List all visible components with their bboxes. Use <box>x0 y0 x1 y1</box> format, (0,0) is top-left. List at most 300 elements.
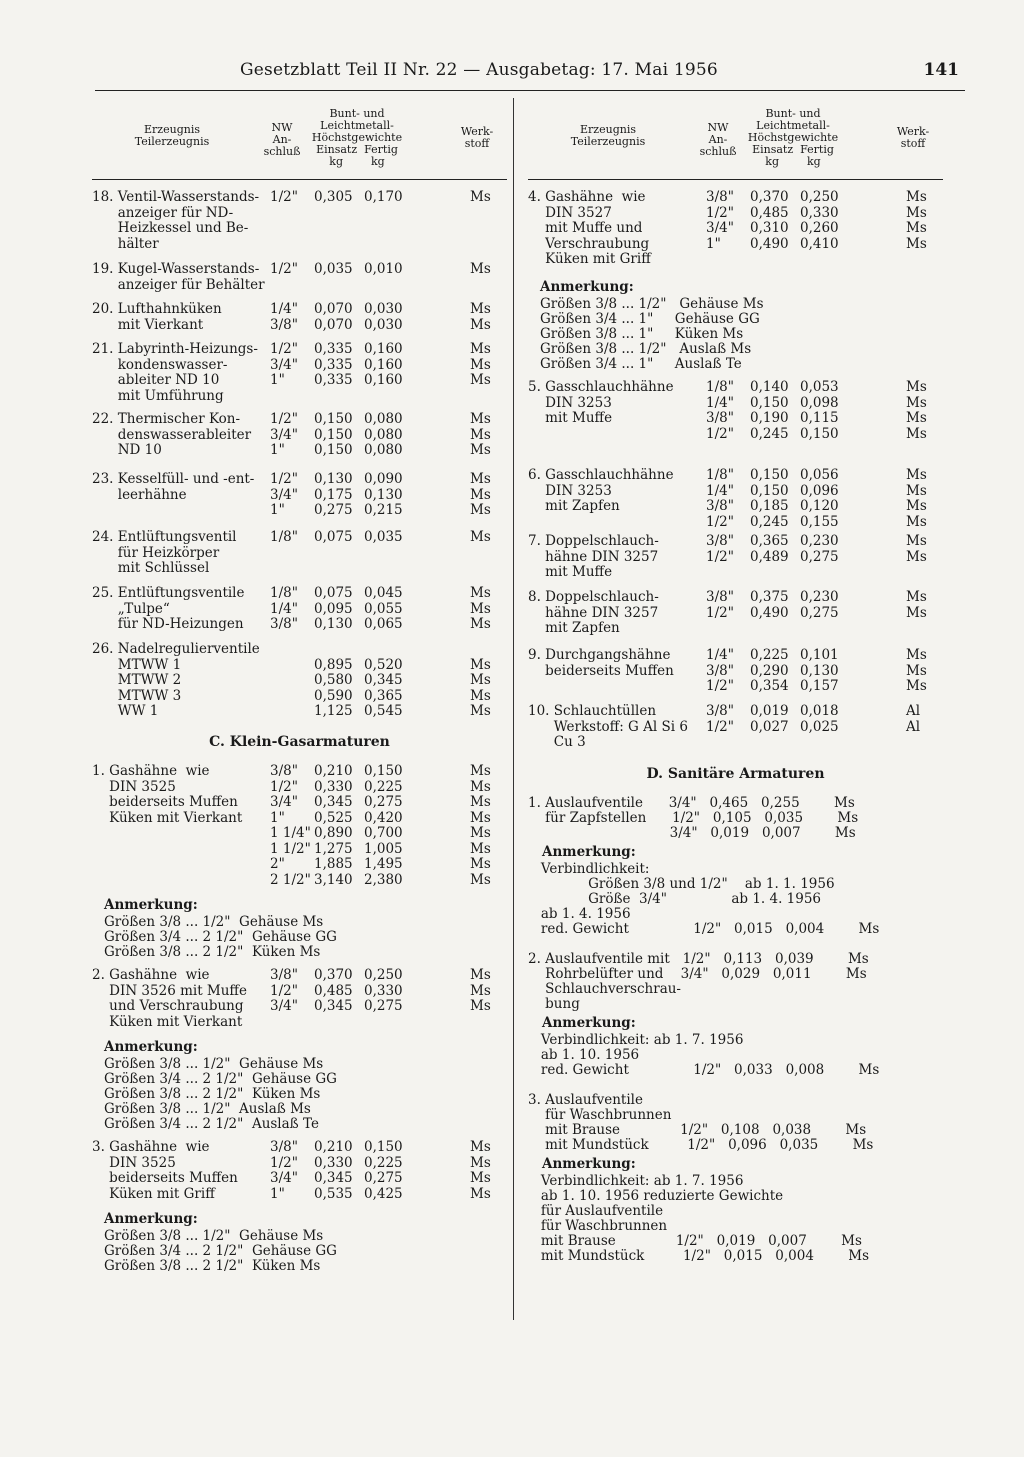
text-line: Größen 3/8 und 1/2" ab 1. 1. 1956 <box>528 876 835 892</box>
material-value: Ms <box>470 825 491 841</box>
fertig-weight: 0,170 <box>364 189 403 205</box>
nw-value: 3/8" <box>270 316 298 333</box>
header-nw: NW An- schluß <box>699 121 737 158</box>
material-value: Ms <box>906 513 927 530</box>
einsatz-weight: 0,140 <box>750 379 789 395</box>
material-value: Ms <box>906 220 927 236</box>
product-name: 5. Gasschlauchhähne DIN 3253 mit Muffe <box>528 379 674 426</box>
product-name: 18. Ventil-Wasserstands- anzeiger für ND- Heizkessel und Be- hälter <box>92 189 260 252</box>
fertig-weight: 0,230 <box>800 589 839 605</box>
nw-value: 1/2" <box>270 471 298 487</box>
fertig-weight: 1,495 <box>364 856 403 872</box>
anmerkung-line: Größen 3/8 ... 1/2" Gehäuse Ms <box>104 914 324 930</box>
anmerkung-line: Größen 3/8 ... 2 1/2" Küken Ms <box>104 1258 321 1274</box>
page-number: 141 <box>923 60 959 80</box>
einsatz-weight: 1,885 <box>314 856 353 872</box>
material-value: Ms <box>470 1185 491 1202</box>
einsatz-weight: 0,330 <box>314 778 353 795</box>
anmerkung-line: Größen 3/4 ... 2 1/2" Gehäuse GG <box>104 929 337 945</box>
material-value: Ms <box>470 1139 491 1155</box>
fertig-weight: 0,115 <box>800 410 839 426</box>
fertig-weight: 0,160 <box>364 341 403 357</box>
anmerkung-line: Größen 3/4 ... 2 1/2" Gehäuse GG <box>104 1243 337 1259</box>
nw-value: 1" <box>270 1185 285 1202</box>
material-value: Ms <box>470 856 491 872</box>
fertig-weight: 0,045 <box>364 585 403 601</box>
product-name: 21. Labyrinth-Heizungs- kondenswasser- ableiter ND 10 mit Umführung <box>92 341 258 404</box>
header-material: Werk- stoff <box>896 125 930 150</box>
material-value: Ms <box>906 189 927 205</box>
einsatz-weight: 0,225 <box>750 647 789 663</box>
einsatz-weight: 0,150 <box>750 394 789 411</box>
anmerkung-line: Größen 3/8 ... 1/2" Gehäuse Ms <box>104 1228 324 1244</box>
anmerkung-line: Größen 3/8 ... 1/2" Gehäuse Ms <box>540 296 764 312</box>
table-row <box>528 380 943 468</box>
einsatz-weight: 0,345 <box>314 794 353 810</box>
material-value: Ms <box>470 794 491 810</box>
text-line: ab 1. 10. 1956 <box>528 1047 640 1063</box>
nw-value: 1/2" <box>706 604 734 621</box>
material-value: Ms <box>470 672 491 688</box>
fertig-weight: 0,010 <box>364 261 403 277</box>
anmerkung-label: Anmerkung: <box>542 844 636 860</box>
anmerkung-line: Größen 3/8 ... 1/2" Gehäuse Ms <box>104 1056 324 1072</box>
header-material: Werk- stoff <box>460 125 494 150</box>
section-heading-d: D. Sanitäre Armaturen <box>646 766 825 782</box>
fertig-weight: 0,018 <box>800 703 839 719</box>
einsatz-weight: 0,027 <box>750 718 789 735</box>
text-line: Schlauchverschrau- <box>528 981 681 997</box>
nw-value: 1/8" <box>706 467 734 483</box>
table-header <box>528 108 943 174</box>
nw-value: 2 1/2" <box>270 871 311 888</box>
material-value: Ms <box>470 703 491 719</box>
einsatz-weight: 0,345 <box>314 998 353 1014</box>
fertig-weight: 0,215 <box>364 502 403 518</box>
einsatz-weight: 0,305 <box>314 189 353 205</box>
nw-value: 3/4" <box>270 486 298 503</box>
table-row <box>528 590 943 648</box>
fertig-weight: 0,120 <box>800 498 839 514</box>
nw-value: 3/8" <box>706 189 734 205</box>
product-name: 9. Durchgangshähne beiderseits Muffen <box>528 647 674 679</box>
nw-value: 1/8" <box>270 529 298 545</box>
anmerkung-line: Größen 3/8 ... 1/2" Auslaß Ms <box>104 1101 311 1117</box>
table-row <box>92 1140 507 1202</box>
einsatz-weight: 0,375 <box>750 589 789 605</box>
left-column <box>92 108 507 1282</box>
einsatz-weight: 1,125 <box>314 703 353 719</box>
material-value: Al <box>906 718 921 735</box>
material-value: Ms <box>470 982 491 999</box>
material-value: Ms <box>470 656 491 673</box>
nw-value: 1/2" <box>270 982 298 999</box>
einsatz-weight: 0,535 <box>314 1185 353 1202</box>
einsatz-weight: 0,130 <box>314 471 353 487</box>
nw-value: 1/4" <box>270 301 298 317</box>
nw-value: 3/4" <box>270 1170 298 1186</box>
fertig-weight: 0,080 <box>364 411 403 427</box>
text-line: für Zapfstellen 1/2" 0,105 0,035 Ms <box>528 810 859 826</box>
nw-value: 1/2" <box>270 341 298 357</box>
nw-value: 1/2" <box>270 261 298 277</box>
header-rule <box>92 179 507 180</box>
material-value: Ms <box>906 662 927 679</box>
fertig-weight: 0,545 <box>364 703 403 719</box>
einsatz-weight: 0,150 <box>314 411 353 427</box>
anmerkung-label: Anmerkung: <box>540 279 634 295</box>
fertig-weight: 0,080 <box>364 442 403 458</box>
nw-value: 3/8" <box>270 616 298 632</box>
nw-value: 3/8" <box>706 662 734 679</box>
material-value: Ms <box>470 763 491 779</box>
nw-value: 3/8" <box>270 1139 298 1155</box>
table-row <box>528 190 943 270</box>
material-value: Ms <box>470 189 491 205</box>
material-value: Al <box>906 703 921 719</box>
anmerkung-block <box>528 280 943 372</box>
material-value: Ms <box>470 502 491 518</box>
table-row <box>92 586 507 642</box>
material-value: Ms <box>470 1170 491 1186</box>
material-value: Ms <box>470 871 491 888</box>
text-line: mit Mundstück 1/2" 0,015 0,004 Ms <box>528 1248 870 1264</box>
einsatz-weight: 0,525 <box>314 809 353 826</box>
fertig-weight: 0,130 <box>364 486 403 503</box>
fertig-weight: 0,225 <box>364 1154 403 1171</box>
material-value: Ms <box>470 356 491 373</box>
material-value: Ms <box>906 533 927 549</box>
fertig-weight: 0,275 <box>364 998 403 1014</box>
anmerkung-block <box>92 898 507 960</box>
nw-value: 3/8" <box>270 967 298 983</box>
text-line <box>528 937 943 952</box>
material-value: Ms <box>906 467 927 483</box>
fertig-weight: 0,150 <box>800 425 839 442</box>
material-value: Ms <box>906 482 927 499</box>
einsatz-weight: 0,095 <box>314 600 353 617</box>
fertig-weight: 0,065 <box>364 616 403 632</box>
nw-value: 3/8" <box>706 533 734 549</box>
fertig-weight: 0,130 <box>800 662 839 679</box>
nw-value: 3/4" <box>270 426 298 443</box>
product-name: 24. Entlüftungsventil für Heizkörper mit Schlüssel <box>92 529 237 576</box>
product-name: 6. Gasschlauchhähne DIN 3253 mit Zapfen <box>528 467 674 514</box>
product-name: 10. Schlauchtüllen Werkstoff: G Al Si 6 Cu 3 <box>528 703 688 750</box>
fertig-weight: 0,425 <box>364 1185 403 1202</box>
text-line: Verbindlichkeit: <box>528 861 650 877</box>
fertig-weight: 0,035 <box>364 529 403 545</box>
anmerkung-label: Anmerkung: <box>104 1211 198 1227</box>
nw-value: 3/8" <box>706 410 734 426</box>
table-row <box>92 412 507 472</box>
text-line: red. Gewicht 1/2" 0,015 0,004 Ms <box>528 921 880 937</box>
einsatz-weight: 0,485 <box>314 982 353 999</box>
fertig-weight: 0,275 <box>364 1170 403 1186</box>
material-value: Ms <box>906 379 927 395</box>
fertig-weight: 0,090 <box>364 471 403 487</box>
fertig-weight: 0,053 <box>800 379 839 395</box>
fertig-weight: 0,150 <box>364 763 403 779</box>
header-product: Erzeugnis Teilerzeugnis <box>570 123 646 148</box>
fertig-weight: 1,005 <box>364 840 403 857</box>
material-value: Ms <box>470 316 491 333</box>
product-name: 23. Kesselfüll- und -ent- leerhähne <box>92 471 255 503</box>
nw-value: 1/2" <box>706 513 734 530</box>
fertig-weight: 0,150 <box>364 1139 403 1155</box>
nw-value: 3/4" <box>270 794 298 810</box>
table-row <box>92 472 507 530</box>
anmerkung-label: Anmerkung: <box>542 1156 636 1172</box>
material-value: Ms <box>906 498 927 514</box>
material-value: Ms <box>470 426 491 443</box>
anmerkung-line: Größen 3/8 ... 1" Küken Ms <box>540 326 744 342</box>
material-value: Ms <box>906 235 927 252</box>
text-line: red. Gewicht 1/2" 0,033 0,008 Ms <box>528 1062 880 1078</box>
einsatz-weight: 0,185 <box>750 498 789 514</box>
einsatz-weight: 0,489 <box>750 548 789 565</box>
einsatz-weight: 0,590 <box>314 687 353 704</box>
material-value: Ms <box>470 442 491 458</box>
column-divider <box>513 98 514 1320</box>
einsatz-weight: 0,245 <box>750 425 789 442</box>
anmerkung-label: Anmerkung: <box>542 1015 636 1031</box>
fertig-weight: 0,160 <box>364 356 403 373</box>
fertig-weight: 0,025 <box>800 718 839 735</box>
header-nw: NW An- schluß <box>263 121 301 158</box>
anmerkung-line: Größen 3/8 ... 2 1/2" Küken Ms <box>104 1086 321 1102</box>
nw-value: 1/4" <box>706 482 734 499</box>
einsatz-weight: 0,335 <box>314 356 353 373</box>
material-value: Ms <box>470 967 491 983</box>
header-weights: Bunt- und Leichtmetall- Höchstgewichte Einsatz Fertig kg kg <box>747 107 839 168</box>
material-value: Ms <box>906 589 927 605</box>
einsatz-weight: 0,275 <box>314 502 353 518</box>
nw-value: 1/2" <box>706 204 734 221</box>
einsatz-weight: 0,190 <box>750 410 789 426</box>
product-name: 7. Doppelschlauch- hähne DIN 3257 mit Muffe <box>528 533 659 580</box>
material-value: Ms <box>470 998 491 1014</box>
einsatz-weight: 0,345 <box>314 1170 353 1186</box>
text-line: 2. Auslaufventile mit 1/2" 0,113 0,039 Ms <box>528 951 869 967</box>
fertig-weight: 0,260 <box>800 220 839 236</box>
table-row <box>528 648 943 704</box>
nw-value: 3/8" <box>270 763 298 779</box>
material-value: Ms <box>906 394 927 411</box>
anmerkung-line: Größen 3/4 ... 2 1/2" Auslaß Te <box>104 1116 319 1132</box>
einsatz-weight: 0,485 <box>750 204 789 221</box>
material-value: Ms <box>906 425 927 442</box>
product-name: 3. Gashähne wie DIN 3525 beiderseits Muffen Küken mit Griff <box>92 1139 238 1202</box>
fertig-weight: 0,275 <box>364 794 403 810</box>
fertig-weight: 0,056 <box>800 467 839 483</box>
material-value: Ms <box>470 840 491 857</box>
nw-value: 1/2" <box>706 425 734 442</box>
fertig-weight: 0,700 <box>364 825 403 841</box>
anmerkung-line: Größen 3/8 ... 1/2" Auslaß Ms <box>540 341 752 357</box>
fertig-weight: 0,275 <box>800 548 839 565</box>
fertig-weight: 0,030 <box>364 301 403 317</box>
anmerkung-label: Anmerkung: <box>104 897 198 913</box>
nw-value: 3/4" <box>706 220 734 236</box>
text-line: mit Mundstück 1/2" 0,096 0,035 Ms <box>528 1137 874 1153</box>
fertig-weight: 0,420 <box>364 809 403 826</box>
fertig-weight: 0,155 <box>800 513 839 530</box>
text-line: bung <box>528 996 580 1012</box>
material-value: Ms <box>470 301 491 317</box>
einsatz-weight: 0,370 <box>750 189 789 205</box>
einsatz-weight: 0,895 <box>314 656 353 673</box>
material-value: Ms <box>906 410 927 426</box>
table-row <box>92 342 507 412</box>
nw-value: 1/2" <box>706 678 734 694</box>
fertig-weight: 0,275 <box>800 604 839 621</box>
material-value: Ms <box>470 411 491 427</box>
material-value: Ms <box>470 778 491 795</box>
einsatz-weight: 1,275 <box>314 840 353 857</box>
text-line: mit Brause 1/2" 0,108 0,038 Ms <box>528 1122 867 1138</box>
anmerkung-line: Größen 3/4 ... 1" Auslaß Te <box>540 356 742 372</box>
material-value: Ms <box>906 647 927 663</box>
material-value: Ms <box>470 616 491 632</box>
table-row <box>92 190 507 262</box>
material-value: Ms <box>470 1154 491 1171</box>
nw-value: 1/2" <box>706 548 734 565</box>
nw-value: 1" <box>270 809 285 826</box>
text-line <box>528 1078 943 1093</box>
table-row <box>92 530 507 586</box>
einsatz-weight: 0,150 <box>750 467 789 483</box>
anmerkung-block <box>92 1212 507 1274</box>
material-value: Ms <box>470 687 491 704</box>
product-name: 26. Nadelregulierventile MTWW 1 MTWW 2 MTWW 3 WW 1 <box>92 641 260 719</box>
nw-value: 1/4" <box>706 647 734 663</box>
fertig-weight: 2,380 <box>364 871 403 888</box>
product-name: 2. Gashähne wie DIN 3526 mit Muffe und Verschraubung Küken mit Vierkant <box>92 967 248 1030</box>
nw-value: 3/4" <box>270 356 298 373</box>
material-value: Ms <box>470 372 491 388</box>
anmerkung-line: Größen 3/4 ... 1" Gehäuse GG <box>540 311 760 327</box>
material-value: Ms <box>470 261 491 277</box>
anmerkung-block <box>92 1040 507 1132</box>
product-name: 25. Entlüftungsventile „Tulpe“ für ND-Heizungen <box>92 585 245 632</box>
product-name: 1. Gashähne wie DIN 3525 beiderseits Muffen Küken mit Vierkant <box>92 763 243 826</box>
fertig-weight: 0,250 <box>800 189 839 205</box>
nw-value: 3/8" <box>706 703 734 719</box>
einsatz-weight: 0,890 <box>314 825 353 841</box>
material-value: Ms <box>470 529 491 545</box>
einsatz-weight: 0,490 <box>750 235 789 252</box>
einsatz-weight: 0,330 <box>314 1154 353 1171</box>
text-line: Rohrbelüfter und 3/4" 0,029 0,011 Ms <box>528 966 867 982</box>
material-value: Ms <box>906 204 927 221</box>
nw-value: 1/4" <box>706 394 734 411</box>
einsatz-weight: 0,070 <box>314 301 353 317</box>
material-value: Ms <box>470 585 491 601</box>
table-header <box>92 108 507 174</box>
fertig-weight: 0,345 <box>364 672 403 688</box>
table-row <box>92 642 507 728</box>
product-name: 8. Doppelschlauch- hähne DIN 3257 mit Zapfen <box>528 589 659 636</box>
einsatz-weight: 0,354 <box>750 678 789 694</box>
einsatz-weight: 0,290 <box>750 662 789 679</box>
product-name: 4. Gashähne wie DIN 3527 mit Muffe und Verschraubung Küken mit Griff <box>528 189 651 267</box>
fertig-weight: 0,030 <box>364 316 403 333</box>
nw-value: 1/2" <box>270 189 298 205</box>
table-row <box>528 704 943 754</box>
text-line: Größe 3/4" ab 1. 4. 1956 <box>528 891 822 907</box>
page-header: Gesetzblatt Teil II Nr. 22 — Ausgabetag: 17. Mai 1956 <box>240 60 718 80</box>
sanitaer-block <box>528 796 943 1264</box>
material-value: Ms <box>470 471 491 487</box>
table-row <box>92 302 507 342</box>
fertig-weight: 0,330 <box>364 982 403 999</box>
anmerkung-line: Größen 3/8 ... 2 1/2" Küken Ms <box>104 944 321 960</box>
anmerkung-line: Größen 3/4 ... 2 1/2" Gehäuse GG <box>104 1071 337 1087</box>
einsatz-weight: 0,490 <box>750 604 789 621</box>
fertig-weight: 0,250 <box>364 967 403 983</box>
material-value: Ms <box>906 678 927 694</box>
table-row <box>92 764 507 888</box>
table-row <box>92 262 507 302</box>
text-line: 3/4" 0,019 0,007 Ms <box>528 825 856 841</box>
fertig-weight: 0,230 <box>800 533 839 549</box>
einsatz-weight: 0,075 <box>314 529 353 545</box>
nw-value: 3/4" <box>270 998 298 1014</box>
einsatz-weight: 0,130 <box>314 616 353 632</box>
nw-value: 1/8" <box>270 585 298 601</box>
nw-value: 1/2" <box>270 778 298 795</box>
header-rule <box>95 90 965 91</box>
text-line: 1. Auslaufventile 3/4" 0,465 0,255 Ms <box>528 795 855 811</box>
text-line: ab 1. 4. 1956 <box>528 906 631 922</box>
material-value: Ms <box>470 486 491 503</box>
header-product: Erzeugnis Teilerzeugnis <box>134 123 210 148</box>
nw-value: 1/2" <box>270 1154 298 1171</box>
nw-value: 1" <box>270 502 285 518</box>
einsatz-weight: 0,075 <box>314 585 353 601</box>
einsatz-weight: 0,580 <box>314 672 353 688</box>
nw-value: 1" <box>706 235 721 252</box>
fertig-weight: 0,157 <box>800 678 839 694</box>
nw-value: 1/8" <box>706 379 734 395</box>
fertig-weight: 0,225 <box>364 778 403 795</box>
nw-value: 2" <box>270 856 285 872</box>
einsatz-weight: 0,070 <box>314 316 353 333</box>
einsatz-weight: 0,210 <box>314 763 353 779</box>
einsatz-weight: 3,140 <box>314 871 353 888</box>
right-column <box>528 108 943 1264</box>
nw-value: 1" <box>270 442 285 458</box>
einsatz-weight: 0,150 <box>750 482 789 499</box>
fertig-weight: 0,101 <box>800 647 839 663</box>
fertig-weight: 0,096 <box>800 482 839 499</box>
fertig-weight: 0,330 <box>800 204 839 221</box>
header-rule <box>528 179 943 180</box>
section-heading-c: C. Klein-Gasarmaturen <box>209 734 390 750</box>
einsatz-weight: 0,210 <box>314 1139 353 1155</box>
nw-value: 1 1/4" <box>270 825 311 841</box>
text-line: 3. Auslaufventile <box>528 1092 643 1108</box>
fertig-weight: 0,055 <box>364 600 403 617</box>
material-value: Ms <box>470 341 491 357</box>
material-value: Ms <box>906 548 927 565</box>
fertig-weight: 0,365 <box>364 687 403 704</box>
table-row <box>92 968 507 1030</box>
text-line: mit Brause 1/2" 0,019 0,007 Ms <box>528 1233 862 1249</box>
anmerkung-label: Anmerkung: <box>104 1039 198 1055</box>
nw-value: 1/2" <box>706 718 734 735</box>
